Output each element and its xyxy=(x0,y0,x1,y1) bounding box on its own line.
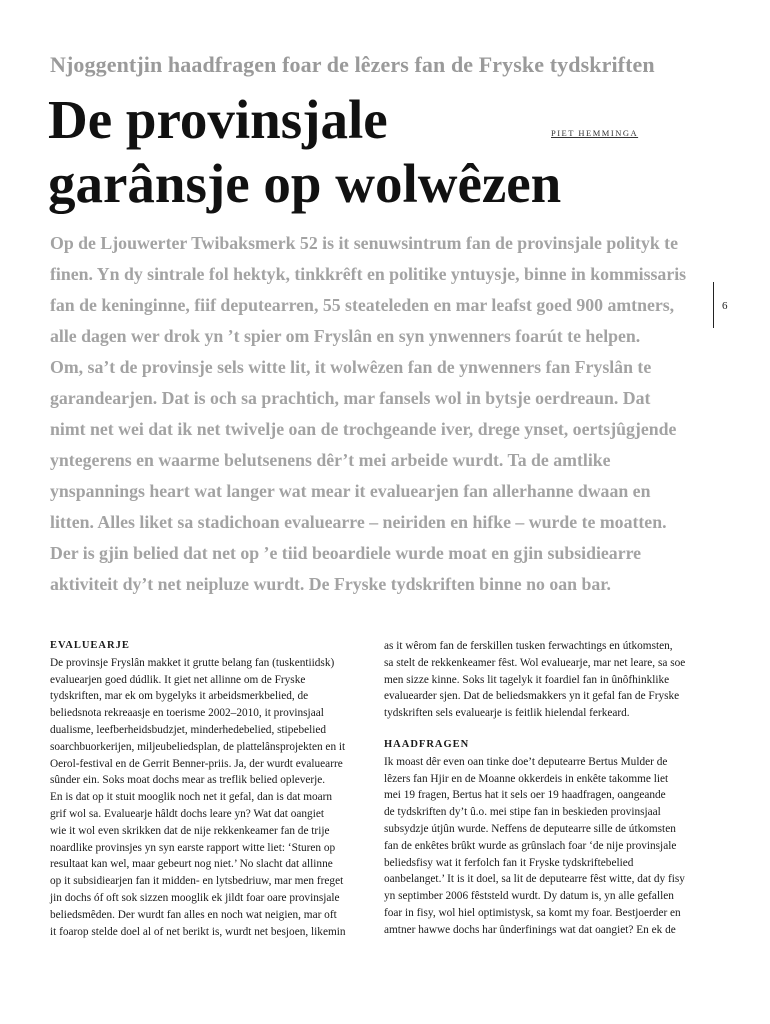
page-number: 6 xyxy=(722,300,728,312)
article-title xyxy=(48,88,668,216)
page-divider xyxy=(713,282,714,328)
body-line: as it wêrom fan de ferskillen tusken ferwachtings en útkomsten, xyxy=(384,640,673,652)
body-line: it foarop stelde doel al of net berikt is, wurdt net besjoen, likemin xyxy=(50,925,346,938)
intro-line: garandearjen. Dat is och sa prachtich, mar fansels wol in bytsje oerdreaun. Dat xyxy=(50,388,651,408)
body-column-right xyxy=(384,638,700,939)
author-byline: PIET HEMMINGA xyxy=(551,128,639,138)
intro-line: fan de keninginne, fiif deputearren, 55 steateleden en mar leafst goed 900 amtners, xyxy=(50,295,675,315)
body-line: De provinsje Fryslân makket it grutte belang fan (tuskentiidsk) xyxy=(50,656,335,669)
body-line: wie it wol even skrikken dat de nije rekkenkeamer fan de trije xyxy=(50,824,330,837)
intro-line: finen. Yn dy sintrale fol hektyk, tinkkrêft en politike yntuysje, binne in kommissaris xyxy=(50,264,687,284)
body-line: op it subsidiearjen fan it midden- en lytsbedriuw, mar men freget xyxy=(50,875,344,888)
intro-line: Der is gjin belied dat net op ’e tiid beoardiele wurde moat en gjin subsidiearre xyxy=(50,543,642,563)
body-line: beliedsnota rekreaasje en toerisme 2002–2010, it provinsjaal xyxy=(50,707,324,720)
intro-line: Op de Ljouwerter Twibaksmerk 52 is it senuwsintrum fan de provinsjale polityk te xyxy=(50,233,678,253)
intro-paragraph xyxy=(50,228,710,600)
body-line: tydskriften sels evaluearje is feitlik hielendal ferkeard. xyxy=(384,707,630,720)
intro-line: Om, sa’t de provinsje sels witte lit, it wolwêzen fan de ynwenners fan Fryslân te xyxy=(50,357,652,377)
body-line: mei 19 fragen, Bertus hat it sels oer 19 haadfragen, oangeande xyxy=(384,789,666,802)
body-line: beliedsfisy wat it ferfolch fan it Fryske tydskriftebelied xyxy=(384,856,634,869)
body-line: beliedsmêden. Der wurdt fan alles en noch wat neigien, mar oft xyxy=(50,908,337,921)
body-line: evaluearder sjen. Dat de beliedsmakkers yn it gefal fan de Fryske xyxy=(384,690,680,703)
body-line: subsydzje útjûn wurde. Neffens de deputearre sille de útkomsten xyxy=(384,822,676,835)
body-line: En is dat op it stuit mooglik noch net it gefal, dan is dat moarn xyxy=(50,791,333,804)
body-line: evaluearjen goed dúdlik. It giet net allinne om de Fryske xyxy=(50,673,306,686)
intro-line: yntegerens en waarme belutsenens dêr’t mei arbeide wurdt. Ta de amtlike xyxy=(50,450,611,470)
body-line: de tydskriften dy’t û.o. mei stipe fan in beskieden provinsjaal xyxy=(384,806,661,819)
body-line: Ik moast dêr even oan tinke doe’t deputearre Bertus Mulder de xyxy=(384,755,668,768)
intro-line: nimt net wei dat ik net twivelje oan de trochgeande iver, drege ynset, oertsjûgjende xyxy=(50,419,677,439)
body-line: noardlike provinsjes yn syn earste rapport witte liet: ‘Sturen op xyxy=(50,841,336,854)
paragraph-gap xyxy=(384,722,700,737)
body-line: sa stelt de rekkenkeamer fêst. Wol evaluearje, mar net leare, sa soe xyxy=(384,656,686,669)
body-line: oanbelanget.’ It is it doel, sa lit de deputearre fêst witte, dat dy fisy xyxy=(384,873,685,886)
intro-line: alle dagen wer drok yn ’t spier om Fryslân en syn ynwenners foarút te helpen. xyxy=(50,326,641,346)
intro-line: litten. Alles liket sa stadichoan evaluearre – neiriden en hifke – wurde te moatten. xyxy=(50,512,667,532)
body-line: grif wol sa. Evaluearje hâldt dochs leare yn? Wat dat oangiet xyxy=(50,807,324,820)
body-line: sûnder ein. Soks moat dochs mear as treflik belied opleverje. xyxy=(50,774,326,787)
intro-line: aktiviteit dy’t net neipluze wurdt. De Fryske tydskriften binne no oan bar. xyxy=(50,574,611,594)
body-line: yn septimber 2006 fêststeld wurdt. Dy datum is, yn alle gefallen xyxy=(384,890,674,903)
intro-line: ynspannings heart wat langer wat mear it evaluearjen fan allerhanne dwaan en xyxy=(50,481,651,501)
section-heading: EVALUEARJE xyxy=(50,640,130,651)
body-line: dualisme, leefberheidsbudzjet, minderhedebelied, stipebelied xyxy=(50,723,327,736)
body-line: amtner hawwe dochs har ûnderfinings wat dat oangiet? En ek de xyxy=(384,923,676,936)
body-line: soarchbuorkerijen, miljeubeliedsplan, de plattelânsprojekten en it xyxy=(50,740,346,753)
body-line: jin dochs óf oft sok sizzen mooglik ek jildt foar oare provinsjale xyxy=(50,891,340,904)
title-line: garânsje op wolwêzen xyxy=(48,153,562,214)
body-line: fan de enkêtes brûkt wurde as grûnslach foar ‘de nije provinsjale xyxy=(384,839,677,852)
title-line: De provinsjale xyxy=(48,89,388,150)
kicker: Njoggentjin haadfragen foar de lêzers fan de Fryske tydskriften xyxy=(50,52,655,77)
body-line: tydskriften, mar ek om bygelyks it arbeidsmerkbelied, de xyxy=(50,690,309,703)
body-line: resultaat kan wel, maar gebeurt nog niet.’ No slacht dat allinne xyxy=(50,858,333,871)
body-column-left xyxy=(50,638,366,940)
body-line: lêzers fan Hjir en de Moanne okkerdeis in enkête takomme liet xyxy=(384,772,669,785)
body-line: Oerol-festival en de Gerrit Benner-priis. Ja, der wurdt evaluearre xyxy=(50,757,343,770)
body-line: men sizze kinne. Soks lit tagelyk it foardiel fan in ûnôfhinklike xyxy=(384,673,670,686)
section-heading: HAADFRAGEN xyxy=(384,738,470,750)
body-line: foar in fisy, wol hiel optimistysk, sa komt my foar. Bestjoerder en xyxy=(384,906,681,919)
